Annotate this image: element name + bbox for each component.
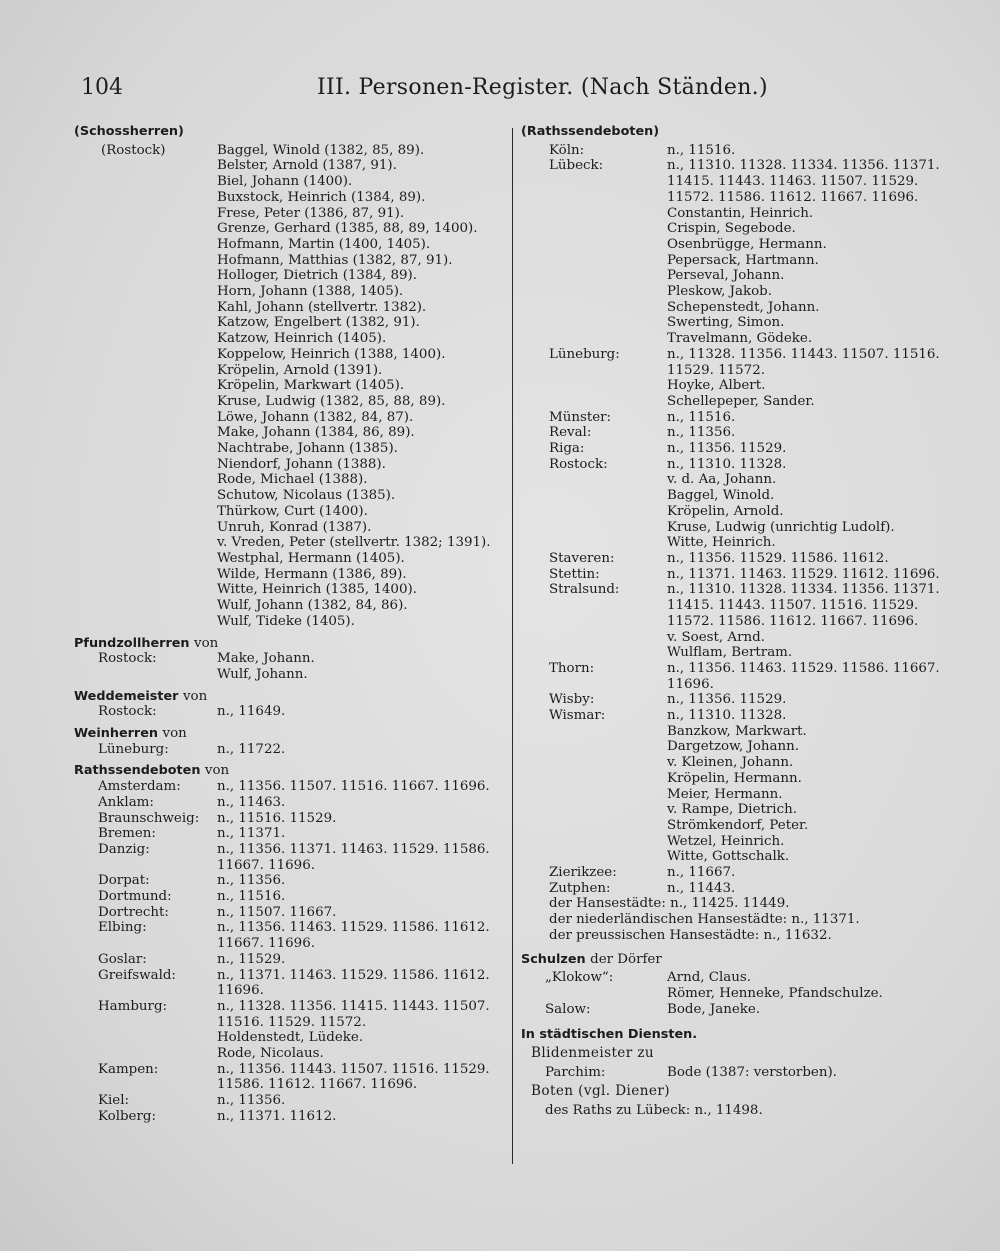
city-label: Dortrecht: <box>98 904 169 920</box>
list-item <box>74 826 510 842</box>
list-item <box>74 1109 510 1125</box>
city-label: Bremen: <box>98 826 156 842</box>
value-text: n., 11356. 11463. 11529. 11586. 11667. 11696. <box>667 660 940 692</box>
value-text: n., 11516. <box>667 409 736 425</box>
city-label: Rostock: <box>98 704 157 720</box>
list-item <box>74 952 510 968</box>
heading-text: Weddemeister <box>74 688 179 704</box>
list-item <box>521 865 971 881</box>
list-item <box>74 1062 510 1093</box>
city-label: Anklam: <box>98 794 154 810</box>
city-label: Dorpat: <box>98 873 150 889</box>
list-item <box>74 779 510 795</box>
list-item <box>521 692 971 708</box>
city-label: Hamburg: <box>98 998 168 1014</box>
names-list: Baggel, Winold (1382, 85, 89). Belster, Arnold (1387, 91). Biel, Johann (1400). Buxstock, Heinrich (1384, 89). Frese, Peter (1386, 87, 91). Grenze, Gerhard (1385, 88, 89, 1400). Hofmann, Martin (1400, 1405). Hofmann, Matthias (1382, 87, 91). Holloger, Dietrich (1384, 89). Horn, Johann (1388, 1405). Kahl, Johann (stellvertr. 1382). Katzow, Engelbert (1382, 91). Katzow, Heinrich (1405). Koppelow, Heinrich (1388, 1400). Kröpelin, Arnold (1391). Kröpelin, Markwart (1405). Kruse, Ludwig (1382, 85, 88, 89). Löwe, Johann (1382, 84, 87). Make, Johann (1384, 86, 89). Nachtrabe, Johann (1385). Niendorf, Johann (1388). Rode, Michael (1388). Schutow, Nicolaus (1385). Thürkow, Curt (1400). Unruh, Konrad (1387). v. Vreden, Peter (stellvertr. 1382; 1391). Westphal, Hermann (1405). Wilde, Hermann (1386, 89). Witte, Heinrich (1385, 1400). Wulf, Johann (1382, 84, 86). Wulf, Tideke (1405). <box>217 142 491 629</box>
page-number: 104 <box>81 75 123 100</box>
entry-rostock-schossherren <box>74 143 510 630</box>
city-label: Lüneburg: <box>549 346 620 362</box>
value-text: n., 11507. 11667. <box>217 904 337 920</box>
value-text: n., 11516. 11529. <box>217 810 337 826</box>
value-text: n., 11356. <box>667 425 736 441</box>
value-text: n., 11310. 11328. 11334. 11356. 11371. 11415. 11443. 11463. 11507. 11529. 11572. 11586. 11612. 11667. 11696. Constantin, Heinrich. Crispin, Segebode. Osenbrügge, Hermann. Pepersack, Hartmann. Perseval, Johann. Pleskow, Jakob. Schepenstedt, Johann. Swerting, Simon. Travelmann, Gödeke. <box>667 158 940 347</box>
entry-lueneburg-wein <box>74 742 510 758</box>
value-text: n., 11649. <box>217 704 286 720</box>
village-label: Salow: <box>545 1001 591 1017</box>
value-text: n., 11356. 11529. 11586. 11612. <box>667 550 889 566</box>
value-text: n., 11328. 11356. 11415. 11443. 11507. 11516. 11529. 11572. Holdenstedt, Lüdeke. Rode, Nicolaus. <box>217 998 490 1062</box>
list-item <box>521 457 971 551</box>
city-label: Danzig: <box>98 841 150 857</box>
value-text: n., 11722. <box>217 741 286 757</box>
city-label: Zierikzee: <box>549 865 617 881</box>
column-divider <box>512 128 513 1164</box>
list-item <box>521 1002 971 1018</box>
list-item <box>521 158 971 346</box>
list-item <box>74 920 510 951</box>
value-text: n., 11356. <box>217 873 286 889</box>
rathssendeboten-list-left <box>74 779 510 1124</box>
list-item <box>521 551 971 567</box>
section-heading-pfundzollherren <box>74 636 510 652</box>
city-label: Lübeck: <box>549 158 604 174</box>
city-label: Elbing: <box>98 920 147 936</box>
value-text: n., 11356. 11529. <box>667 441 787 457</box>
list-item <box>74 842 510 873</box>
list-item <box>521 708 971 865</box>
city-label: Parchim: <box>545 1064 606 1080</box>
list-item <box>521 347 971 410</box>
section-heading-rathssendeboten-cont: (Rathssendeboten) <box>521 124 660 139</box>
list-item <box>521 441 971 457</box>
value-text: n., 11463. <box>217 794 286 810</box>
value-text: n., 11371. <box>217 826 286 842</box>
city-label: Kampen: <box>98 1061 159 1077</box>
city-label: Zutphen: <box>549 880 611 896</box>
subheading-boten: Boten (vgl. Diener) <box>531 1083 670 1100</box>
value-text: n., 11356. 11443. 11507. 11516. 11529. 11586. 11612. 11667. 11696. <box>217 1061 490 1093</box>
entry-boten-luebeck: des Raths zu Lübeck: n., 11498. <box>545 1103 763 1119</box>
city-label: Rostock: <box>549 456 608 472</box>
value-text: n., 11516. <box>217 889 286 905</box>
value-text: n., 11667. <box>667 865 736 881</box>
city-label: Thorn: <box>549 660 595 676</box>
city-label: Münster: <box>549 409 612 425</box>
city-label: (Rostock) <box>101 142 166 158</box>
city-label: Wismar: <box>549 708 606 724</box>
city-label: Stralsund: <box>549 582 620 598</box>
heading-text: Pfundzollherren <box>74 635 190 651</box>
city-label: Köln: <box>549 142 585 158</box>
value-text: n., 11516. <box>667 142 736 158</box>
city-label: Kolberg: <box>98 1108 156 1124</box>
value-text: n., 11443. <box>667 880 736 896</box>
heading-suffix: von <box>182 688 208 704</box>
village-label: „Klokow“: <box>545 970 614 986</box>
list-item <box>521 143 971 159</box>
schulzen-list <box>521 970 971 1017</box>
heading-text: Rathssendeboten <box>74 763 201 779</box>
city-label: Staveren: <box>549 550 615 566</box>
list-item <box>74 999 510 1062</box>
city-label: Rostock: <box>98 651 157 667</box>
names-list: Make, Johann. Wulf, Johann. <box>217 651 315 682</box>
rathssendeboten-list-right <box>521 143 971 944</box>
section-heading-rathssendeboten <box>74 763 510 779</box>
entry-parchim <box>521 1065 971 1081</box>
value-text: n., 11310. 11328. Banzkow, Markwart. Dargetzow, Johann. v. Kleinen, Johann. Kröpelin, Hermann. Meier, Hermann. v. Rampe, Dietrich. Strömkendorf, Peter. Wetzel, Heinrich. Witte, Gottschalk. <box>667 708 809 865</box>
heading-text: Schulzen <box>521 951 586 967</box>
entry-rostock-wedde <box>74 704 510 720</box>
value-text: n., 11356. 11463. 11529. 11586. 11612. 11667. 11696. <box>217 920 490 952</box>
value-text: n., 11310. 11328. v. d. Aa, Johann. Baggel, Winold. Kröpelin, Arnold. Kruse, Ludwig (unrichtig Ludolf). Witte, Heinrich. <box>667 456 895 551</box>
list-item <box>521 425 971 441</box>
section-heading-schulzen <box>521 952 971 968</box>
entry-rostock-pfundzoll <box>74 651 510 682</box>
right-column <box>521 124 971 1119</box>
city-label: Kiel: <box>98 1093 130 1109</box>
city-label: Amsterdam: <box>98 779 181 795</box>
value-text: n., 11356. <box>217 1093 286 1109</box>
heading-suffix: von <box>194 635 219 651</box>
value-text: Bode, Janeke. <box>667 1001 761 1017</box>
city-label: Wisby: <box>549 692 595 708</box>
heading-text: Weinherren <box>74 726 159 742</box>
city-label: Braunschweig: <box>98 810 200 826</box>
city-label: Greifswald: <box>98 967 176 983</box>
list-item <box>521 582 971 661</box>
list-item <box>74 811 510 827</box>
list-item <box>74 905 510 921</box>
value-text: n., 11371. 11463. 11529. 11612. 11696. <box>667 566 940 582</box>
heading-suffix: von <box>162 726 187 742</box>
value-text: n., 11356. 11507. 11516. 11667. 11696. <box>217 779 490 795</box>
value-text: n., 11371. 11612. <box>217 1108 337 1124</box>
heading-suffix: der Dörfer <box>590 951 662 967</box>
list-item <box>74 889 510 905</box>
city-label: Riga: <box>549 441 585 457</box>
subheading-blidenmeister: Blidenmeister zu <box>531 1045 655 1062</box>
section-heading-weddemeister <box>74 689 510 705</box>
list-item <box>521 410 971 426</box>
list-item <box>74 968 510 999</box>
city-label: Stettin: <box>549 566 600 582</box>
value-text: n., 11328. 11356. 11443. 11507. 11516. 11529. 11572. Hoyke, Albert. Schellepeper, Sander. <box>667 346 940 409</box>
hansestaedte-notes: der Hansestädte: n., 11425. 11449. der niederländischen Hansestädte: n., 11371. der preussischen Hansestädte: n., 11632. <box>549 896 860 943</box>
heading-suffix: von <box>204 763 230 779</box>
left-column <box>74 124 510 1125</box>
list-item <box>521 661 971 692</box>
value-text: n., 11356. 11371. 11463. 11529. 11586. 11667. 11696. <box>217 841 490 873</box>
value-text: n., 11371. 11463. 11529. 11586. 11612. 11696. <box>217 967 490 999</box>
section-heading-schossherren: (Schossherren) <box>74 124 184 139</box>
city-label: Goslar: <box>98 951 147 967</box>
section-heading-dienste: In städtischen Diensten. <box>521 1027 698 1043</box>
list-item <box>521 881 971 897</box>
value-text: n., 11310. 11328. 11334. 11356. 11371. 11415. 11443. 11507. 11516. 11529. 11572. 11586. 11612. 11667. 11696. v. Soest, Arnd. Wulflam, Bertram. <box>667 582 940 661</box>
city-label: Reval: <box>549 425 592 441</box>
value-text: n., 11356. 11529. <box>667 692 787 708</box>
city-label: Lüneburg: <box>98 741 169 757</box>
list-item <box>74 873 510 889</box>
page-title: III. Personen-Register. (Nach Ständen.) <box>317 75 768 100</box>
section-heading-weinherren <box>74 726 510 742</box>
value-text: Arnd, Claus. Römer, Henneke, Pfandschulze. <box>667 970 883 1001</box>
city-label: Dortmund: <box>98 889 172 905</box>
value-text: n., 11529. <box>217 951 286 967</box>
list-item <box>521 567 971 583</box>
list-item <box>521 970 971 1001</box>
value-text: Bode (1387: verstorben). <box>667 1064 837 1080</box>
list-item <box>74 1093 510 1109</box>
list-item <box>74 795 510 811</box>
